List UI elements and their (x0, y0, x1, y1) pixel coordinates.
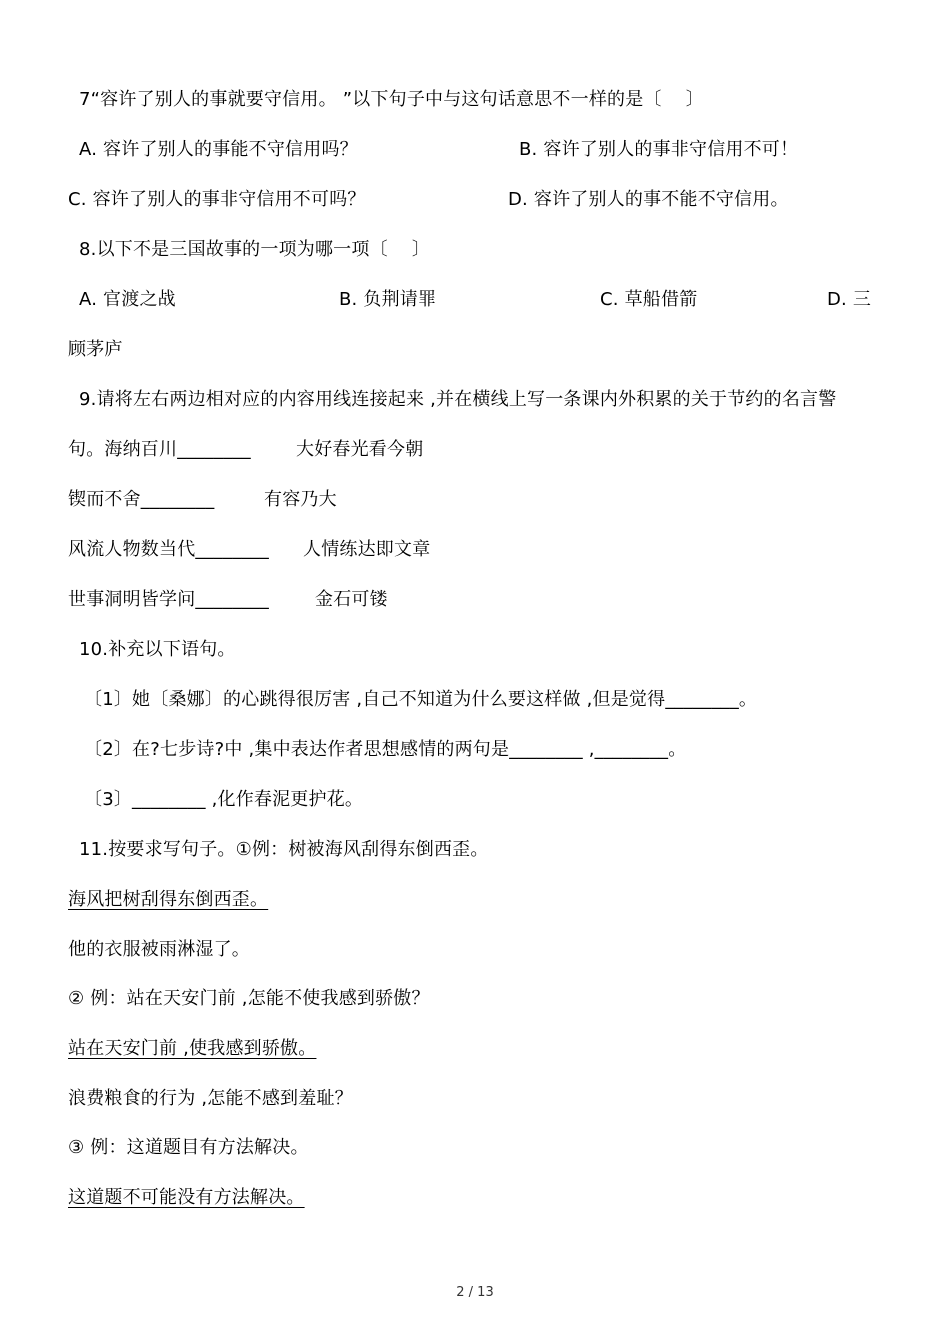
q10-stem: 10.补充以下语句。 (79, 639, 236, 660)
q9-stem-line1: 9.请将左右两边相对应的内容用线连接起来 ,并在横线上写一条课内外积累的关于节约的名言警 (79, 389, 837, 410)
q9-left-item: 世事洞明皆学问________ (68, 589, 269, 610)
q7-option-c: C. 容许了别人的事非守信用不可吗？ (68, 189, 366, 210)
q8-option-d: D. 三 (827, 289, 872, 310)
q11-example2-task: 浪费粮食的行为 ,怎能不感到羞耻？ (68, 1088, 353, 1109)
q11-stem: 11.按要求写句子。①例：树被海风刮得东倒西歪。 (79, 839, 489, 860)
page-number: 2 / 13 (456, 1285, 494, 1300)
q11-example3-answer: 这道题不可能没有方法解决。 (68, 1187, 305, 1208)
q8-option-d-continued: 顾茅庐 (68, 339, 123, 360)
q10-item-2: 〔2〕在?七步诗?中 ,集中表达作者思想感情的两句是________ ,________。 (84, 739, 687, 760)
q11-example1-task: 他的衣服被雨淋湿了。 (68, 939, 250, 960)
q9-left-item: 风流人物数当代________ (68, 539, 269, 560)
q9-right-item: 大好春光看今朝 (296, 439, 424, 460)
q7-stem: 7“容许了别人的事就要守信用。 ”以下句子中与这句话意思不一样的是〔 〕 (79, 89, 704, 110)
q8-option-b: B. 负荆请罪 (339, 289, 437, 310)
q8-stem: 8.以下不是三国故事的一项为哪一项〔 〕 (79, 239, 431, 260)
q10-item-3: 〔3〕________ ,化作春泥更护花。 (84, 789, 364, 810)
q11-example3-prompt: ③ 例：这道题目有方法解决。 (68, 1137, 309, 1158)
q7-option-a: A. 容许了别人的事能不守信用吗？ (79, 139, 358, 160)
q9-left-item: 锲而不舍________ (68, 489, 215, 510)
q8-option-a: A. 官渡之战 (79, 289, 176, 310)
q9-stem-line2: 句。海纳百川________ (68, 439, 251, 460)
q11-example2-prompt: ② 例：站在天安门前 ,怎能不使我感到骄傲？ (68, 988, 430, 1009)
q9-right-item: 金石可镂 (315, 589, 388, 610)
q11-example1-answer: 海风把树刮得东倒西歪。 (68, 889, 269, 910)
q7-option-b: B. 容许了别人的事非守信用不可！ (519, 139, 799, 160)
q9-right-item: 有容乃大 (264, 489, 337, 510)
q7-option-d: D. 容许了别人的事不能不守信用。 (508, 189, 789, 210)
q8-option-c: C. 草船借箭 (600, 289, 698, 310)
q11-example2-answer: 站在天安门前 ,使我感到骄傲。 (68, 1038, 317, 1059)
q10-item-1: 〔1〕她〔桑娜〕的心跳得很厉害 ,自己不知道为什么要这样做 ,但是觉得________。 (84, 689, 758, 710)
q9-right-item: 人情练达即文章 (303, 539, 431, 560)
